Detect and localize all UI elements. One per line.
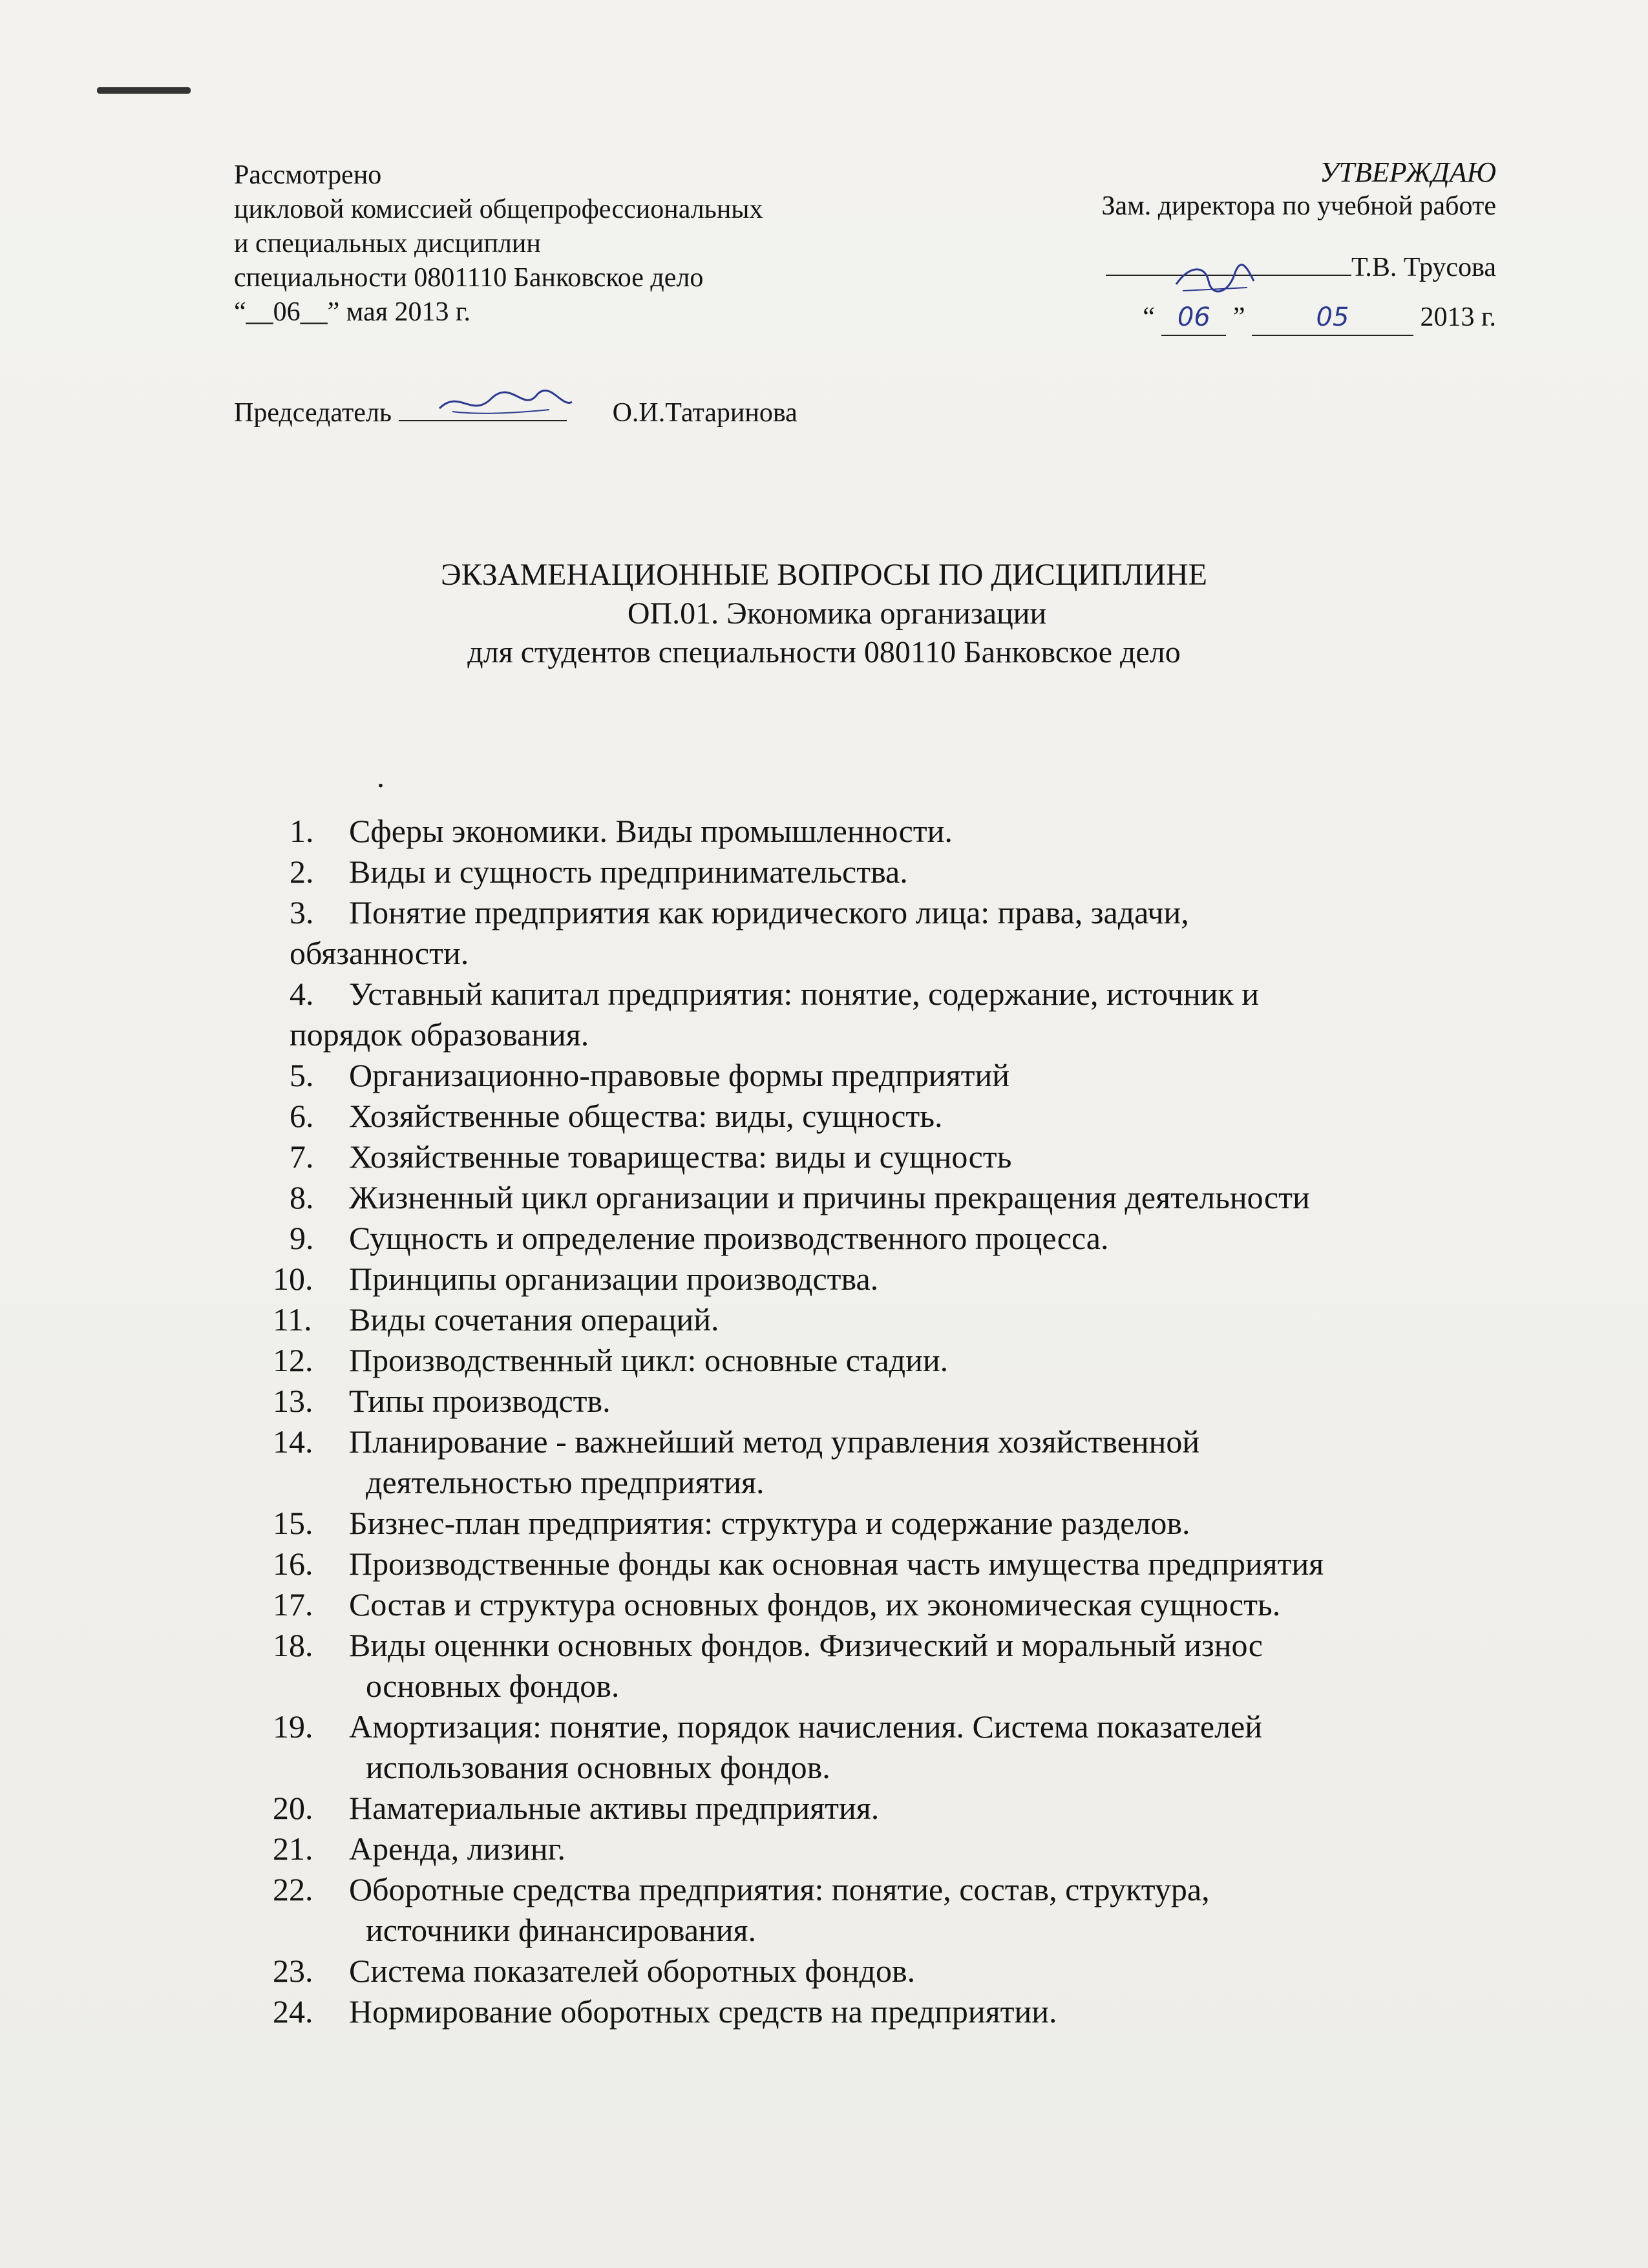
approval-block xyxy=(995,155,1496,336)
reviewed-block xyxy=(234,158,1009,330)
signature-scribble-icon xyxy=(1170,255,1260,300)
title-line-2: ОП.01. Экономика организации xyxy=(627,596,1047,631)
question-item: 17. Состав и структура основных фондов, их экономическая сущность. xyxy=(273,1586,1281,1622)
chairman-signature xyxy=(433,383,575,428)
question-item: 12. Производственный цикл: основные стадии. xyxy=(273,1342,949,1378)
question-item-continued: обязанности. xyxy=(290,935,469,971)
question-item: 9. Сущность и определение производственного процесса. xyxy=(290,1220,1109,1256)
question-item: 18. Виды оценнки основных фондов. Физический и моральный износ xyxy=(273,1627,1263,1663)
question-item: 4. Уставный капитал предприятия: понятие, содержание, источник и xyxy=(290,976,1260,1012)
reviewed-line-3: и специальных дисциплин xyxy=(234,229,541,258)
question-item: 3. Понятие предприятия как юридического лица: права, задачи, xyxy=(290,894,1189,930)
question-item: 21. Аренда, лизинг. xyxy=(273,1831,566,1867)
question-item: 19. Амортизация: понятие, порядок начисления. Система показателей xyxy=(273,1708,1262,1745)
question-item: 5. Организационно-правовые формы предприятий xyxy=(290,1057,1010,1093)
approval-day: 06 xyxy=(1161,300,1226,336)
approval-month: 05 xyxy=(1252,300,1413,336)
approval-year: 2013 г. xyxy=(1420,302,1496,332)
question-item: 6. Хозяйственные общества: виды, сущность. xyxy=(290,1098,943,1134)
question-item-continued: использования основных фондов. xyxy=(366,1749,830,1785)
reviewed-line-2: цикловой комиссией общепрофессиональных xyxy=(234,194,763,224)
date-open-quote: “ xyxy=(1143,302,1155,332)
approver-name: Т.В. Трусова xyxy=(1351,253,1496,282)
title-line-1: ЭКЗАМЕНАЦИОННЫЕ ВОПРОСЫ ПО ДИСЦИПЛИНЕ xyxy=(441,558,1207,592)
question-item-continued: основных фондов. xyxy=(366,1668,620,1704)
question-item: 16. Производственные фонды как основная часть имущества предприятия xyxy=(273,1546,1324,1582)
question-item-continued: деятельностью предприятия. xyxy=(366,1464,765,1500)
question-item: 20. Наматериальные активы предприятия. xyxy=(273,1790,880,1826)
date-close-quote: ” xyxy=(1232,302,1245,332)
approver-position: Зам. директора по учебной работе xyxy=(1101,191,1496,221)
scan-edge-mark xyxy=(97,87,191,94)
question-item: 14. Планирование - важнейший метод управления хозяйственной xyxy=(273,1423,1200,1460)
question-item: 7. Хозяйственные товарищества: виды и сущность xyxy=(290,1139,1012,1175)
exam-questions-list xyxy=(273,811,1537,2032)
approve-heading: УТВЕРЖДАЮ xyxy=(1319,156,1496,188)
question-item: 2. Виды и сущность предпринимательства. xyxy=(290,854,908,890)
signature-scribble-icon xyxy=(433,383,575,421)
question-item: 24. Нормирование оборотных средств на предприятии. xyxy=(273,1993,1057,2030)
reviewed-line-1: Рассмотрено xyxy=(234,160,382,190)
document-title xyxy=(0,556,1648,672)
question-item: 23. Система показателей оборотных фондов. xyxy=(273,1953,916,1989)
chairman-name: О.И.Татаринова xyxy=(612,398,798,428)
question-item-continued: порядок образования. xyxy=(290,1016,589,1053)
title-line-3: для студентов специальности 080110 Банковское дело xyxy=(467,635,1181,669)
question-item: 22. Оборотные средства предприятия: понятие, состав, структура, xyxy=(273,1871,1210,1907)
chairman-label: Председатель xyxy=(234,398,392,428)
question-item: 11. Виды сочетания операций. xyxy=(273,1301,719,1338)
question-item: 8. Жизненный цикл организации и причины прекращения деятельности xyxy=(290,1179,1310,1215)
approver-signature xyxy=(1170,255,1260,308)
question-item: 10. Принципы организации производства. xyxy=(273,1261,879,1297)
reviewed-line-5: “__06__” мая 2013 г. xyxy=(234,297,471,327)
stray-dot: . xyxy=(377,760,385,794)
question-item: 13. Типы производств. xyxy=(273,1383,611,1419)
question-item: 15. Бизнес-план предприятия: структура и содержание разделов. xyxy=(273,1505,1190,1541)
question-item-continued: источники финансирования. xyxy=(366,1912,757,1948)
reviewed-line-4: специальности 0801110 Банковское дело xyxy=(234,263,704,293)
question-item: 1. Сферы экономики. Виды промышленности. xyxy=(290,813,953,849)
